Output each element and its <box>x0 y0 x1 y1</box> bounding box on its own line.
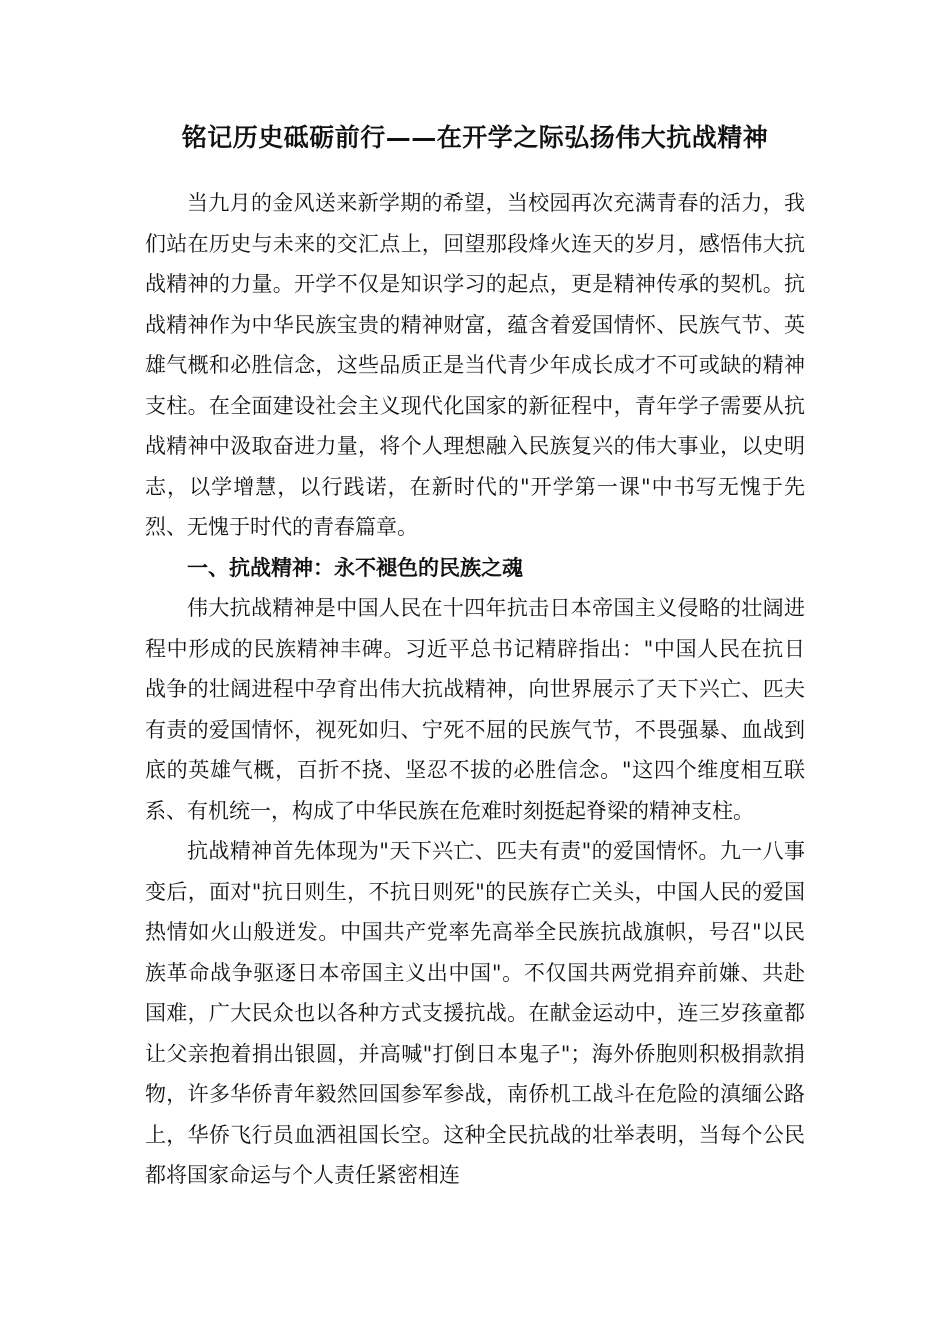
section-heading: 一、抗战精神：永不褪色的民族之魂 <box>187 554 523 580</box>
document-body <box>145 183 805 1196</box>
document-title: 铭记历史砥砺前行——在开学之际弘扬伟大抗战精神 <box>181 123 769 152</box>
body-paragraph: 伟大抗战精神是中国人民在十四年抗击日本帝国主义侵略的壮阔进程中形成的民族精神丰碑。习近平总书记精辟指出："中国人民在抗日战争的壮阔进程中孕育出伟大抗战精神，向世界展示了天下兴亡、匹夫有责的爱国情怀，视死如归、宁死不屈的民族气节，不畏强暴、血战到底的英雄气概，百折不挠、坚忍不拔的必胜信念。"这四个维度相互联系、有机统一，构成了中华民族在危难时刻挺起脊梁的精神支柱。 <box>145 596 805 823</box>
body-paragraph: 抗战精神首先体现为"天下兴亡、匹夫有责"的爱国情怀。九一八事变后，面对"抗日则生，不抗日则死"的民族存亡关头，中国人民的爱国热情如火山般迸发。中国共产党率先高举全民族抗战旗帜，号召"以民族革命战争驱逐日本帝国主义出中国"。不仅国共两党捐弃前嫌、共赴国难，广大民众也以各种方式支援抗战。在献金运动中，连三岁孩童都让父亲抱着捐出银圆，并高喊"打倒日本鬼子"；海外侨胞则积极捐款捐物，许多华侨青年毅然回国参军参战，南侨机工战斗在危险的滇缅公路上，华侨飞行员血洒祖国长空。这种全民抗战的壮举表明，当每个公民都将国家命运与个人责任紧密相连 <box>145 839 805 1187</box>
intro-paragraph: 当九月的金风送来新学期的希望，当校园再次充满青春的活力，我们站在历史与未来的交汇点上，回望那段烽火连天的岁月，感悟伟大抗战精神的力量。开学不仅是知识学习的起点，更是精神传承的契机。抗战精神作为中华民族宝贵的精神财富，蕴含着爱国情怀、民族气节、英雄气概和必胜信念，这些品质正是当代青少年成长成才不可或缺的精神支柱。在全面建设社会主义现代化国家的新征程中，青年学子需要从抗战精神中汲取奋进力量，将个人理想融入民族复兴的伟大事业，以史明志，以学增慧，以行践诺，在新时代的"开学第一课"中书写无愧于先烈、无愧于时代的青春篇章。 <box>145 191 805 539</box>
